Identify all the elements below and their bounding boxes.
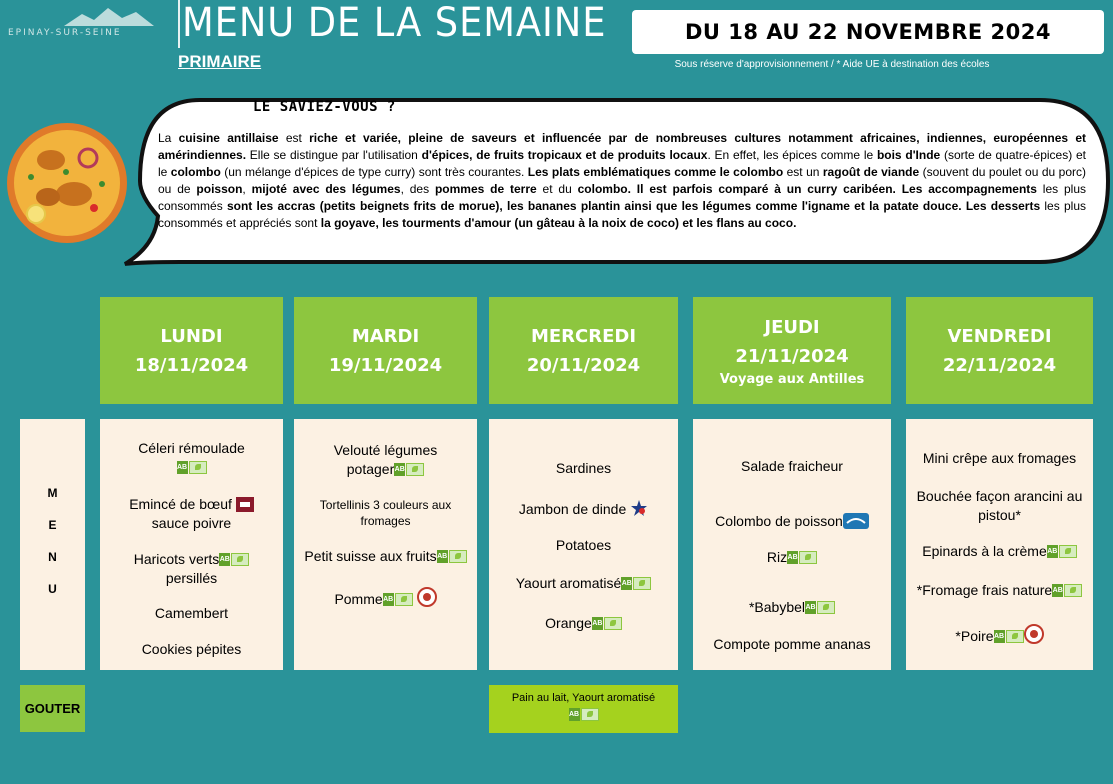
menu-item: Bouchée façon arancini au pistou* [916, 488, 1083, 523]
menu-item: *Poire AB [906, 624, 1093, 646]
menu-item: Tortellinis 3 couleurs aux fromages [319, 498, 452, 528]
info-text-span: est un [783, 165, 823, 179]
menu-item: *Babybel AB [693, 598, 891, 617]
menu-cell-mardi [294, 419, 477, 670]
day-name: VENDREDI [947, 325, 1052, 347]
organic-label-icon: AB [569, 708, 599, 721]
info-text-bold: pommes de terre [434, 182, 537, 196]
mountain-icon [64, 6, 154, 26]
menu-letter: N [48, 550, 57, 564]
info-text-span: les plus consommés [158, 182, 1087, 213]
info-text-bold: Les plats emblématiques comme le colombo [527, 165, 784, 179]
info-text-span: La [158, 131, 179, 145]
info-text-bold: la goyave, les tourments d'amour (un gâteau à la noix de coco) et les flans au coco. [320, 216, 797, 230]
menu-item: Sardines [555, 460, 612, 476]
info-text-bold: cuisine antillaise [178, 131, 279, 145]
sustainable-fishing-icon [843, 513, 869, 529]
info-text-bold: colombo [577, 182, 628, 196]
menu-item: Cookies pépites [141, 641, 242, 657]
menu-item: Colombo de poisson [693, 512, 891, 531]
menu-item: Salade fraicheur [741, 458, 843, 474]
menu-item: *Fromage frais nature AB [906, 581, 1093, 600]
menu-cell-mercredi [489, 419, 678, 670]
info-text-bold: d'épices, de fruits tropicaux et de produits locaux [421, 148, 708, 162]
info-text-bold: bois d'Inde [876, 148, 941, 162]
info-text-span: est [278, 131, 310, 145]
day-header-mardi [294, 297, 477, 404]
french-meat-icon [630, 499, 648, 517]
gouter-item: Pain au lait, Yaourt aromatisé [511, 692, 656, 704]
menu-item: Camembert [154, 605, 229, 621]
page-subtitle: PRIMAIRE [178, 52, 262, 71]
info-text-span: (souvent du poulet ou du porc) ou de [158, 165, 1086, 196]
day-theme: Voyage aux Antilles [719, 371, 865, 387]
local-product-icon [1024, 624, 1044, 644]
menu-item: Mini crêpe aux fromages [922, 450, 1077, 466]
label-rouge-icon [236, 497, 254, 512]
info-text-bold: poisson [196, 182, 243, 196]
organic-label-icon: AB [177, 461, 207, 474]
day-name: MERCREDI [530, 325, 637, 347]
menu-item: Yaourt aromatisé AB [489, 574, 678, 593]
day-header-lundi [100, 297, 283, 404]
menu-item: Pomme AB [294, 587, 477, 609]
info-text [158, 130, 1086, 232]
menu-cell-jeudi [693, 419, 891, 670]
info-text-span: , des [400, 182, 435, 196]
info-text-span: les plus consommés et appréciés sont [158, 199, 1086, 230]
day-name: MARDI [351, 325, 420, 347]
organic-label-icon: AB [219, 553, 249, 566]
menu-item: Velouté légumes potager AB [333, 442, 438, 477]
menu-item: Riz AB [693, 548, 891, 567]
info-title: LE SAVIEZ-VOUS ? [253, 99, 396, 115]
info-text-span: (sorte de quatre-épices) et le [158, 148, 1086, 179]
supply-note: Sous réserve d'approvisionnement / * Aide UE à destination des écoles [674, 59, 990, 70]
logo-text: EPINAY-SUR-SEINE [8, 28, 122, 38]
info-text-bold: . Il est parfois comparé à un curry caribéen. Les accompagnements [627, 182, 1037, 196]
info-text-span: , [242, 182, 252, 196]
info-text-bold: sont les accras (petits beignets frits de morue), les bananes plantin ainsi que les légumes comme l'igname et la patate douce. Les desserts [226, 199, 1041, 213]
menu-item: Haricots verts AB persillés [100, 550, 283, 588]
info-text-bold: riche et variée, pleine de saveurs et influencée par de nombreuses cultures notamment africaines, indiennes, européennes et amérindiennes. [158, 131, 1086, 162]
organic-label-icon: AB [1052, 584, 1082, 597]
gouter-cell-mercredi [489, 685, 678, 733]
local-product-icon [417, 587, 437, 607]
menu-item: Compote pomme ananas [713, 636, 871, 652]
page-title: MENU DE LA SEMAINE [182, 0, 607, 46]
day-date: 19/11/2024 [328, 354, 443, 376]
menu-item: Emincé de bœuf sauce poivre [100, 495, 283, 533]
organic-label-icon: AB [994, 630, 1024, 643]
day-date: 18/11/2024 [134, 354, 249, 376]
organic-label-icon: AB [621, 577, 651, 590]
menu-cell-vendredi [906, 419, 1093, 670]
day-date: 21/11/2024 [735, 345, 849, 367]
info-text-span: . En effet, les épices comme le [707, 148, 877, 162]
info-text-bold: ragoût de viande [822, 165, 920, 179]
town-logo [4, 6, 164, 38]
day-header-mercredi [489, 297, 678, 404]
menu-letter: E [48, 518, 57, 532]
day-date: 22/11/2024 [942, 354, 1057, 376]
header-divider [178, 0, 180, 48]
organic-label-icon: AB [394, 463, 424, 476]
day-header-vendredi [906, 297, 1093, 404]
date-range: DU 18 AU 22 NOVEMBRE 2024 [632, 10, 1104, 54]
info-text-bold: colombo [170, 165, 221, 179]
organic-label-icon: AB [1047, 545, 1077, 558]
menu-item: Orange AB [489, 614, 678, 633]
day-date: 20/11/2024 [526, 354, 641, 376]
day-name: JEUDI [764, 316, 820, 338]
organic-label-icon: AB [787, 551, 817, 564]
info-text-span: (un mélange d'épices de type curry) sont très courantes. [220, 165, 528, 179]
gouter-label: GOUTER [20, 685, 85, 732]
organic-label-icon: AB [592, 617, 622, 630]
day-name: LUNDI [160, 325, 223, 347]
menu-item: Petit suisse aux fruits AB [294, 547, 477, 566]
info-text-span: et du [536, 182, 578, 196]
menu-item: Potatoes [555, 537, 612, 553]
day-header-jeudi [693, 297, 891, 404]
organic-label-icon: AB [805, 601, 835, 614]
menu-item: Jambon de dinde [489, 499, 678, 519]
menu-letter: M [47, 486, 58, 500]
organic-label-icon: AB [383, 593, 413, 606]
menu-cell-lundi [100, 419, 283, 670]
menu-letter: U [48, 582, 57, 596]
food-plate-icon [6, 122, 128, 244]
organic-label-icon: AB [437, 550, 467, 563]
menu-item: Céleri rémoulade AB [100, 439, 283, 477]
info-text-span: Elle se distingue par l'utilisation [246, 148, 422, 162]
menu-row-label [20, 419, 85, 670]
menu-item: Epinards à la crème AB [906, 542, 1093, 561]
info-text-bold: mijoté avec des légumes [251, 182, 401, 196]
